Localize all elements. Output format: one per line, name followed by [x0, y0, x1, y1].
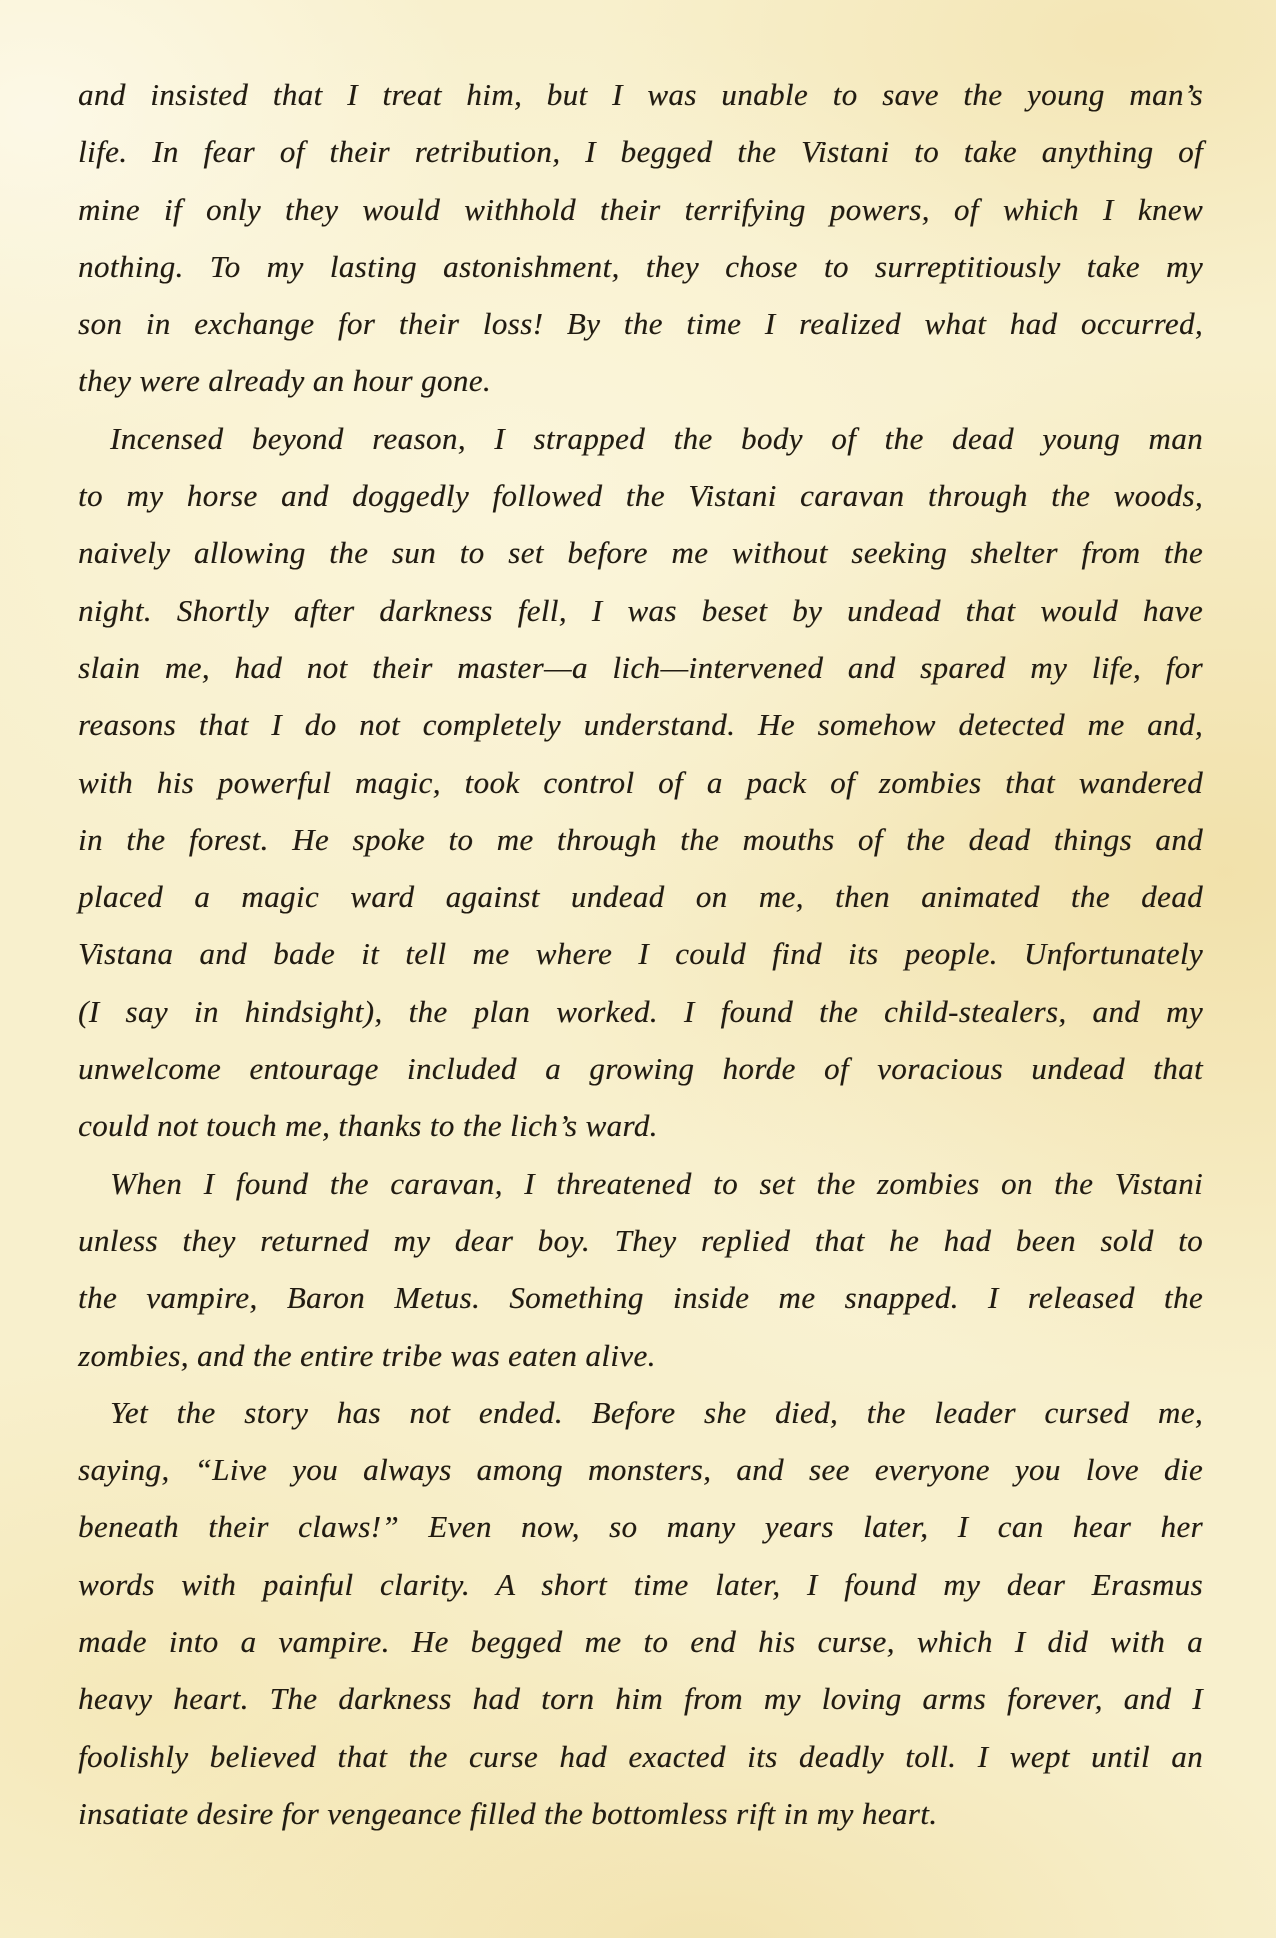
text-line: the vampire, Baron Metus. Something inside me snapped. I released the [78, 1280, 1203, 1316]
text-line: beneath their claws!” Even now, so many years later, I can hear her [78, 1509, 1203, 1545]
text-line: to my horse and doggedly followed the Vistani caravan through the woods, [78, 478, 1203, 514]
text-line: Incensed beyond reason, I strapped the body of the dead young man [110, 420, 1203, 456]
text-line: could not touch me, thanks to the lich’s ward. [78, 1108, 658, 1144]
text-line: words with painful clarity. A short time later, I found my dear Erasmus [78, 1566, 1203, 1602]
text-line: unwelcome entourage included a growing horde of voracious undead that [78, 1051, 1203, 1087]
paragraph [78, 1384, 1203, 1842]
text-line: they were already an hour gone. [78, 363, 492, 399]
text-line: foolishly believed that the curse had exacted its deadly toll. I wept until an [78, 1738, 1203, 1774]
text-line: insatiate desire for vengeance filled the bottomless rift in my heart. [78, 1795, 938, 1831]
text-line: mine if only they would withhold their terrifying powers, of which I knew [78, 191, 1203, 227]
text-line: made into a vampire. He begged me to end his curse, which I did with a [78, 1624, 1203, 1660]
text-line: When I found the caravan, I threatened to set the zombies on the Vistani [110, 1165, 1203, 1201]
text-line: naively allowing the sun to set before me without seeking shelter from the [78, 535, 1203, 571]
text-line: (I say in hindsight), the plan worked. I found the child-stealers, and my [78, 993, 1203, 1029]
text-line: night. Shortly after darkness fell, I was beset by undead that would have [78, 592, 1203, 628]
text-line: placed a magic ward against undead on me, then animated the dead [78, 879, 1203, 915]
text-line: reasons that I do not completely understand. He somehow detected me and, [78, 707, 1203, 743]
text-line: Vistana and bade it tell me where I could find its people. Unfortunately [78, 936, 1203, 972]
text-line: saying, “Live you always among monsters, and see everyone you love die [78, 1452, 1203, 1488]
page-text [78, 66, 1203, 1842]
text-line: and insisted that I treat him, but I was unable to save the young man’s [78, 77, 1203, 112]
text-line: unless they returned my dear boy. They replied that he had been sold to [78, 1222, 1203, 1258]
text-line: nothing. To my lasting astonishment, they chose to surreptitiously take my [78, 248, 1203, 284]
text-line: heavy heart. The darkness had torn him from my loving arms forever, and I [78, 1681, 1203, 1717]
text-line: with his powerful magic, took control of a pack of zombies that wandered [78, 764, 1203, 800]
paragraph [78, 1155, 1203, 1384]
text-line: life. In fear of their retribution, I begged the Vistani to take anything of [78, 134, 1203, 170]
text-line: in the forest. He spoke to me through the mouths of the dead things and [78, 821, 1203, 857]
text-line: Yet the story has not ended. Before she died, the leader cursed me, [110, 1394, 1203, 1430]
paragraph [78, 410, 1203, 1155]
paragraph [78, 66, 1203, 410]
text-line: son in exchange for their loss! By the time I realized what had occurred, [78, 306, 1203, 342]
text-line: zombies, and the entire tribe was eaten alive. [78, 1337, 656, 1373]
text-line: slain me, had not their master—a lich—intervened and spared my life, for [78, 649, 1203, 685]
